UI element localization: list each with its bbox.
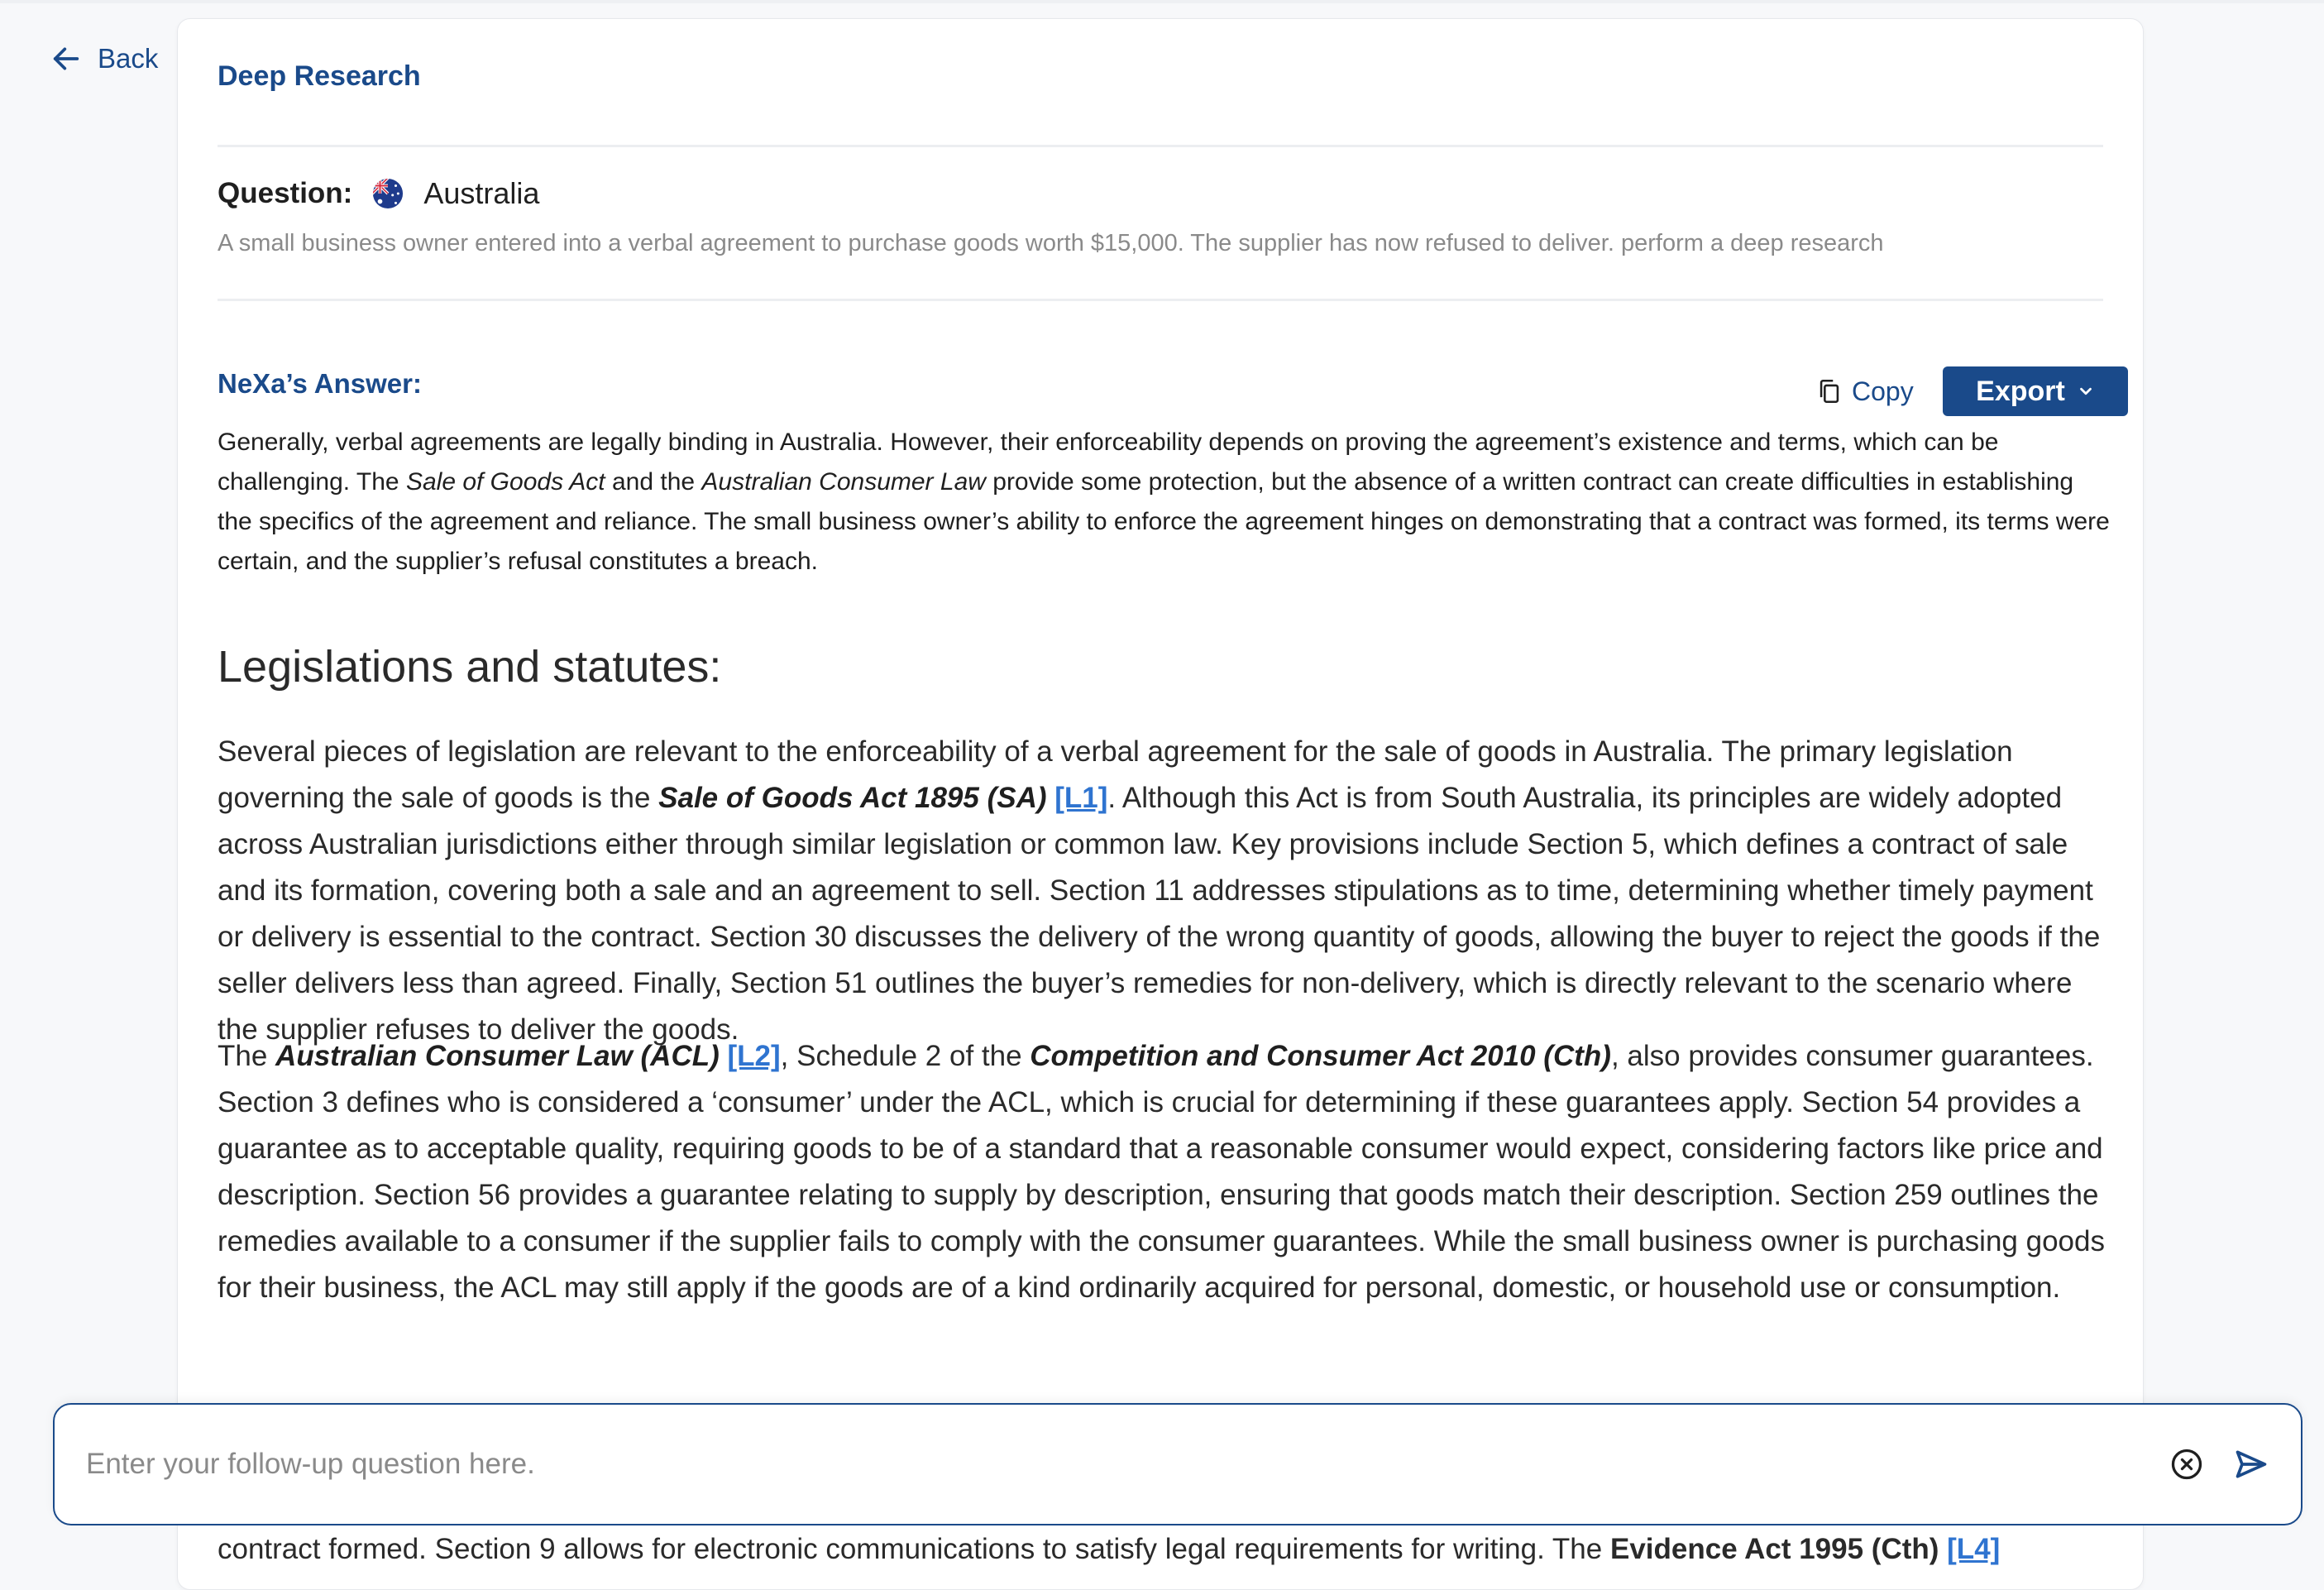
clear-button[interactable] — [2169, 1446, 2205, 1482]
legislation-paragraph-1 — [218, 729, 2111, 1053]
australia-flag-icon — [372, 178, 404, 209]
legislation-paragraph-3 — [218, 1526, 2111, 1573]
copy-button[interactable] — [1815, 368, 1914, 414]
paragraph-text: . Although this Act is from South Australia, its principles are widely adopted across Australian jurisdictions either through similar legislation or common law. Key provisions include Section 5, which defines a contract of sale and its formation, covering both a sale and an agreement to sell. Section 11 addresses stipulations as to time, determining whether timely payment or delivery is essential to the contract. Section 30 discusses the delivery of the wrong quantity of goods, allowing the buyer to reject the goods if the seller delivers less than agreed. Finally, Section 51 outlines the buyer’s remedies for non-delivery, which is directly relevant to the scenario where the supplier refuses to deliver the goods. — [218, 782, 2101, 1046]
section-heading: Legislations and statutes: — [218, 642, 722, 692]
chevron-down-icon — [2077, 382, 2095, 400]
question-row — [218, 176, 539, 211]
paragraph-text: contract formed. Section 9 allows for electronic communications to satisfy legal requirements for writing. The — [218, 1533, 1610, 1565]
divider — [218, 145, 2103, 147]
answer-label: NeXa’s Answer: — [218, 368, 422, 399]
reference-link-l2[interactable]: [L2] — [727, 1040, 781, 1072]
back-button[interactable] — [50, 40, 158, 78]
question-country: Australia — [423, 176, 540, 210]
followup-input[interactable] — [86, 1448, 2140, 1481]
reference-link-l1[interactable]: [L1] — [1054, 782, 1108, 814]
copy-label: Copy — [1852, 376, 1914, 406]
arrow-left-icon — [50, 42, 83, 75]
paragraph-text: , also provides consumer guarantees. Section 3 defines who is considered a ‘consumer’ under the ACL, which is crucial for determining if these guarantees apply. Section 54 provides a guarantee as to acceptable quality, requiring goods to be of a standard that a reasonable consumer would expect, considering factors like price and description. Section 56 provides a guarantee relating to supply by description, ensuring that goods match their description. Section 259 outlines the remedies available to a consumer if the supplier fails to comply with the consumer guarantees. While the small business owner is purchasing goods for their business, the ACL may still apply if the goods are of a kind ordinarily acquired for personal, domestic, or household use or consumption. — [218, 1040, 2105, 1304]
send-button[interactable] — [2233, 1446, 2269, 1482]
answer-summary — [218, 423, 2111, 582]
act-name: Evidence Act 1995 (Cth) — [1609, 1533, 1939, 1565]
page-title: Deep Research — [218, 60, 421, 92]
research-card — [177, 18, 2144, 1590]
clear-circle-icon — [2169, 1446, 2205, 1482]
summary-text: Generally, verbal agreements are legally binding in Australia. However, their enforceability depends on proving the agreement’s existence and terms, which can be challenging. The — [218, 429, 1999, 496]
copy-icon — [1815, 377, 1843, 405]
legislation-paragraph-2 — [218, 1033, 2111, 1311]
send-icon — [2233, 1446, 2269, 1482]
reference-link-l4[interactable]: [L4] — [1947, 1533, 2001, 1565]
act-name: Sale of Goods Act 1895 (SA) — [658, 782, 1047, 814]
divider — [218, 299, 2103, 301]
followup-bar — [53, 1403, 2302, 1525]
paragraph-text: , Schedule 2 of the — [780, 1040, 1030, 1072]
export-dropdown-button[interactable] — [1943, 366, 2128, 416]
paragraph-text: The — [218, 1040, 276, 1072]
act-name: Australian Consumer Law — [701, 468, 986, 496]
question-text: A small business owner entered into a verbal agreement to purchase goods worth $15,000. The supplier has now refused to deliver. perform a deep research — [218, 230, 1884, 256]
summary-text: provide some protection, but the absence of a written contract can create difficulties in establishing the specifics of the agreement and reliance. The small business owner’s ability to enforce the agreement hinges on demonstrating that a contract was formed, its terms were certain, and the supplier’s refusal constitutes a breach. — [218, 468, 2110, 575]
top-border — [0, 0, 2324, 3]
export-label: Export — [1976, 375, 2065, 407]
question-label: Question: — [218, 177, 353, 209]
back-label: Back — [98, 43, 159, 74]
act-name: Australian Consumer Law (ACL) — [275, 1040, 720, 1072]
paragraph-text: Several pieces of legislation are relevant to the enforceability of a verbal agreement for the sale of goods in Australia. The primary legislation governing the sale of goods is the — [218, 735, 2013, 814]
act-name: Sale of Goods Act — [405, 468, 605, 496]
summary-text: and the — [605, 468, 702, 496]
act-name: Competition and Consumer Act 2010 (Cth) — [1030, 1040, 1611, 1072]
